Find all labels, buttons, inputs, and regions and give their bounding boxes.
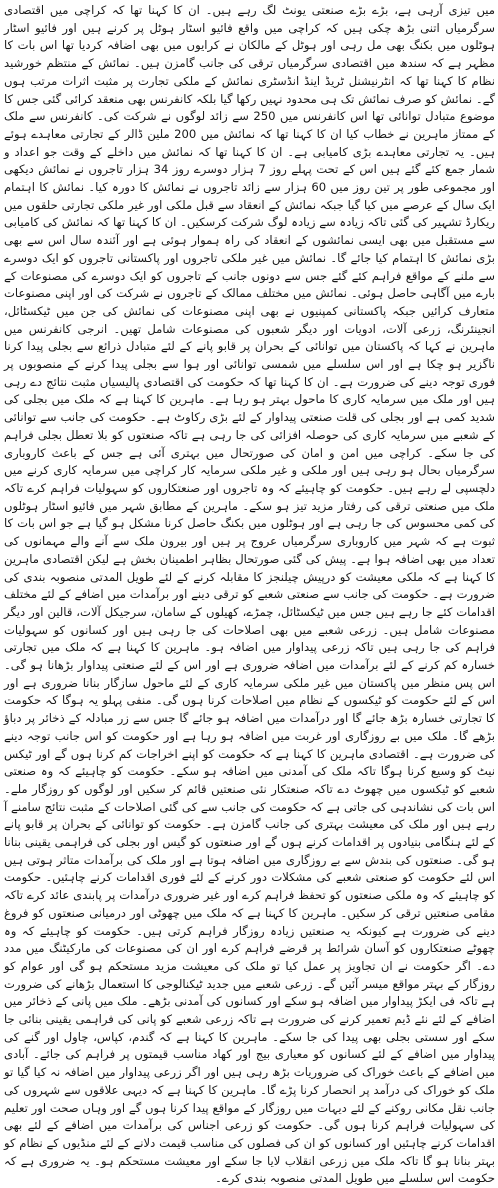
article-paragraph: میں تیزی آرہی ہے، بڑے بڑے صنعتی یونٹ لگ رہے ہیں۔ ان کا کہنا تھا کہ کراچی میں اقتصادی سرگرمیاں اتنی بڑھ چکی ہیں کہ کراچی میں واقع فائیو اسٹار ہوٹل پر کرنے ہیں اور فائیو اسٹار ہوٹلوں میں بکنگ بھی مل رہی اور ہوٹل کے مالکان نے کرایوں میں بھی اضافہ کردیا تھا اس بات کا مظہر ہے کہ سندھ میں اقتصادی سرگرمیاں ترقی کی جانب گامزن ہیں۔ نمائش کے منتظم خورشید نظام کا کہنا تھا کہ انٹرنیشنل ٹریڈ اینڈ انڈسٹری نمائش کے ملکی تجارت پر مثبت اثرات مرتب ہوں گے۔ نمائش کو صرف نمائش تک ہی محدود نہیں رکھا گیا بلکہ کانفرنس بھی منعقد کرائی گئی جس کا موضوع متبادل توانائی تھا اس کانفرنس میں 250 سے زائد لوگوں نے شرکت کی۔ کانفرنس سے ملک کے ممتاز ماہرین نے خطاب کیا ان کا کہنا تھا کہ نمائش میں 200 ملین ڈالر کے تجارتی معاہدے ہوئے ہیں۔ یہ تجارتی معاہدے بڑی کامیابی ہے۔ ان کا کہنا تھا کہ نمائش میں داخلے کے وقت جو اعداد و شمار جمع کئے گئے ہیں اس کے تحت پہلے روز 7 ہزار دوسرے روز 34 ہزار تاجروں نے نمائش دیکھی اور مجموعی طور پر تین روز میں 60 ہزار سے زائد تاجروں نے نمائش کا دورہ کیا۔ نمائش کا اہتمام ایک سال کے عرصے میں کیا گیا جبکہ نمائش کے انعقاد سے قبل ملکی اور غیر ملکی تجارتی حلقوں میں ریکارڈ تشہیر کی گئی تاکہ زیادہ سے زیادہ لوگ شرکت کرسکیں۔ ان کا کہنا تھا کہ نمائش کی کامیابی سے مستقبل میں بھی ایسی نمائشوں کے انعقاد کی راہ ہموار ہوئی ہے اور آئندہ سال اس سے بھی بڑی نمائش کا اہتمام کیا جائے گا۔ نمائش میں غیر ملکی تاجروں اور پاکستانی تاجروں کو ایک دوسرے سے ملنے کے مواقع فراہم کئے گئے جس سے دونوں جانب کے تاجروں کو ایک دوسرے کی مصنوعات کے بارے میں آگاہی حاصل ہوئی۔ نمائش میں مختلف ممالک کے تاجروں نے شرکت کی اور اپنی مصنوعات متعارف کرائیں جبکہ پاکستانی کمپنیوں نے بھی اپنی مصنوعات کی نمائش کی جن میں ٹیکسٹائل، انجینئرنگ، زرعی آلات، ادویات اور دیگر شعبوں کی مصنوعات شامل تھیں۔ انرجی کانفرنس میں ماہرین نے کہا کہ پاکستان میں توانائی کے بحران پر قابو پانے کے لئے متبادل ذرائع سے بجلی پیدا کرنا ناگزیر ہو چکا ہے اور اس سلسلے میں شمسی توانائی اور ہوا سے بجلی پیدا کرنے کے منصوبوں پر فوری توجہ دینے کی ضرورت ہے۔ ان کا کہنا تھا کہ حکومت کی اقتصادی پالیسیاں مثبت نتائج دے رہی ہیں اور ملک میں سرمایہ کاری کا ماحول بہتر ہو رہا ہے۔ ماہرین کا کہنا ہے کہ ملک میں بجلی کی شدید کمی ہے اور بجلی کی قلت صنعتی پیداوار کے لئے بڑی رکاوٹ ہے۔ حکومت کی جانب سے توانائی کے شعبے میں سرمایہ کاری کی حوصلہ افزائی کی جا رہی ہے تاکہ صنعتوں کو بلا تعطل بجلی فراہم کی جا سکے۔ کراچی میں امن و امان کی صورتحال میں بہتری آئی ہے جس کے باعث کاروباری سرگرمیاں بحال ہو رہی ہیں اور ملکی و غیر ملکی سرمایہ کار کراچی میں سرمایہ کاری کرنے میں دلچسپی لے رہے ہیں۔ حکومت کو چاہیئے کہ وہ تاجروں اور صنعتکاروں کو سہولیات فراہم کرے تاکہ ملک میں صنعتی ترقی کی رفتار مزید تیز ہو سکے۔ ماہرین کے مطابق شہر میں فائیو اسٹار ہوٹلوں کی کمی محسوس کی جا رہی ہے اور ہوٹلوں میں بکنگ حاصل کرنا مشکل ہو گیا ہے جو اس بات کا ثبوت ہے کہ شہر میں کاروباری سرگرمیاں عروج پر ہیں اور بیرون ملک سے آنے والے مہمانوں کی تعداد میں بھی اضافہ ہوا ہے۔ پیش کی گئی صورتحال بظاہر اطمینان بخش ہے لیکن اقتصادی ماہرین کا کہنا ہے کہ ملکی معیشت کو درپیش چیلنجز کا مقابلہ کرنے کے لئے طویل المدتی منصوبہ بندی کی ضرورت ہے۔ حکومت کی جانب سے صنعتی شعبے کو ترقی دینے اور برآمدات میں اضافے کے لئے مختلف اقدامات کئے جا رہے ہیں جس میں ٹیکسٹائل، چمڑے، کھیلوں کے سامان، سرجیکل آلات، قالین اور دیگر مصنوعات شامل ہیں۔ زرعی شعبے میں بھی اصلاحات کی جا رہی ہیں اور کسانوں کو سہولیات فراہم کی جا رہی ہیں تاکہ زرعی پیداوار میں اضافہ ہو۔ ماہرین کا کہنا ہے کہ ملک میں تجارتی خسارہ کم کرنے کے لئے برآمدات میں اضافہ ضروری ہے اور اس کے لئے صنعتی پیداوار بڑھانا ہو گی۔ اس پس منظر میں پاکستان میں غیر ملکی سرمایہ کاری کے لئے ماحول سازگار بنانا ضروری ہے اور اس کے لئے حکومت کو ٹیکسوں کے نظام میں اصلاحات کرنا ہوں گی۔ منفی پہلو یہ ہوگا کہ حکومت کا تجارتی خسارہ بڑھ جائے گا اور درآمدات میں اضافہ ہو جائے گا جس سے زر مبادلہ کے ذخائر پر دباؤ بڑھے گا۔ ملک میں بے روزگاری اور غربت میں اضافہ ہو رہا ہے اور حکومت کو اس جانب توجہ دینے کی ضرورت ہے۔ اقتصادی ماہرین کا کہنا ہے کہ حکومت کو اپنے اخراجات کم کرنا ہوں گے اور ٹیکس نیٹ کو وسیع کرنا ہوگا تاکہ ملک کی آمدنی میں اضافہ ہو سکے۔ حکومت کو چاہیئے کہ وہ صنعتی شعبے کو ٹیکسوں میں چھوٹ دے تاکہ صنعتکار نئی صنعتیں قائم کر سکیں اور لوگوں کو روزگار ملے۔ اس بات کی نشاندہی کی جاتی ہے کہ حکومت کی جانب سے کی گئی اصلاحات کے مثبت نتائج سامنے آ رہے ہیں اور ملک کی معیشت بہتری کی جانب گامزن ہے۔ حکومت کو توانائی کے بحران پر قابو پانے کے لئے ہنگامی بنیادوں پر اقدامات کرنے ہوں گے اور صنعتوں کو گیس اور بجلی کی فراہمی یقینی بنانا ہو گی۔ صنعتوں کی بندش سے بے روزگاری میں اضافہ ہوتا ہے اور ملک کی برآمدات متاثر ہوتی ہیں اس لئے حکومت کو صنعتی شعبے کی مشکلات دور کرنے کے لئے فوری اقدامات کرنے چاہئیں۔ حکومت کو چاہیئے کہ وہ ملکی صنعتوں کو تحفظ فراہم کرے اور غیر ضروری درآمدات پر پابندی عائد کرے تاکہ مقامی صنعتیں ترقی کر سکیں۔ ماہرین کا کہنا ہے کہ ملک میں چھوٹی اور درمیانی صنعتوں کو فروغ دینے کی ضرورت ہے کیونکہ یہ صنعتیں زیادہ روزگار فراہم کرتی ہیں۔ حکومت کو چاہیئے کہ وہ چھوٹے صنعتکاروں کو آسان شرائط پر قرضے فراہم کرے اور ان کی مصنوعات کی مارکیٹنگ میں مدد دے۔ اگر حکومت نے ان تجاویز پر عمل کیا تو ملک کی معیشت مزید مستحکم ہو گی اور عوام کو روزگار کے بہتر مواقع میسر آئیں گے۔ زرعی شعبے میں جدید ٹیکنالوجی کا استعمال بڑھانے کی ضرورت ہے تاکہ فی ایکڑ پیداوار میں اضافہ ہو سکے اور کسانوں کی آمدنی بڑھے۔ ملک میں پانی کے ذخائر میں اضافے کے لئے نئے ڈیم تعمیر کرنے کی ضرورت ہے تاکہ زرعی شعبے کو پانی کی فراہمی یقینی بنائی جا سکے اور سستی بجلی بھی پیدا کی جا سکے۔ ماہرین کا کہنا ہے کہ گندم، کپاس، چاول اور گنے کی پیداوار میں اضافے کے لئے کسانوں کو معیاری بیج اور کھاد مناسب قیمتوں پر فراہم کی جائے۔ آبادی میں اضافے کے باعث خوراک کی ضروریات بڑھ رہی ہیں اور اگر زرعی پیداوار میں اضافہ نہ کیا گیا تو ملک کو خوراک کی درآمد پر انحصار کرنا پڑے گا۔ ماہرین کا کہنا ہے کہ دیہی علاقوں سے شہروں کی جانب نقل مکانی روکنے کے لئے دیہات میں روزگار کے مواقع پیدا کرنا ہوں گے اور وہاں صحت اور تعلیم کی سہولیات فراہم کرنا ہوں گی۔ حکومت کو زرعی اجناس کی برآمدات میں اضافے کے لئے بھی اقدامات کرنے چاہئیں اور کسانوں کو ان کی فصلوں کی مناسب قیمت دلانے کے لئے منڈیوں کے نظام کو بہتر بنانا ہو گا تاکہ ملک میں زرعی انقلاب لایا جا سکے اور معیشت مستحکم ہو۔ یہ ضروری ہے کہ حکومت اس سلسلے میں طویل المدتی منصوبہ بندی کرے۔ — [4, 3, 495, 1186]
article-column — [4, 2, 495, 1188]
